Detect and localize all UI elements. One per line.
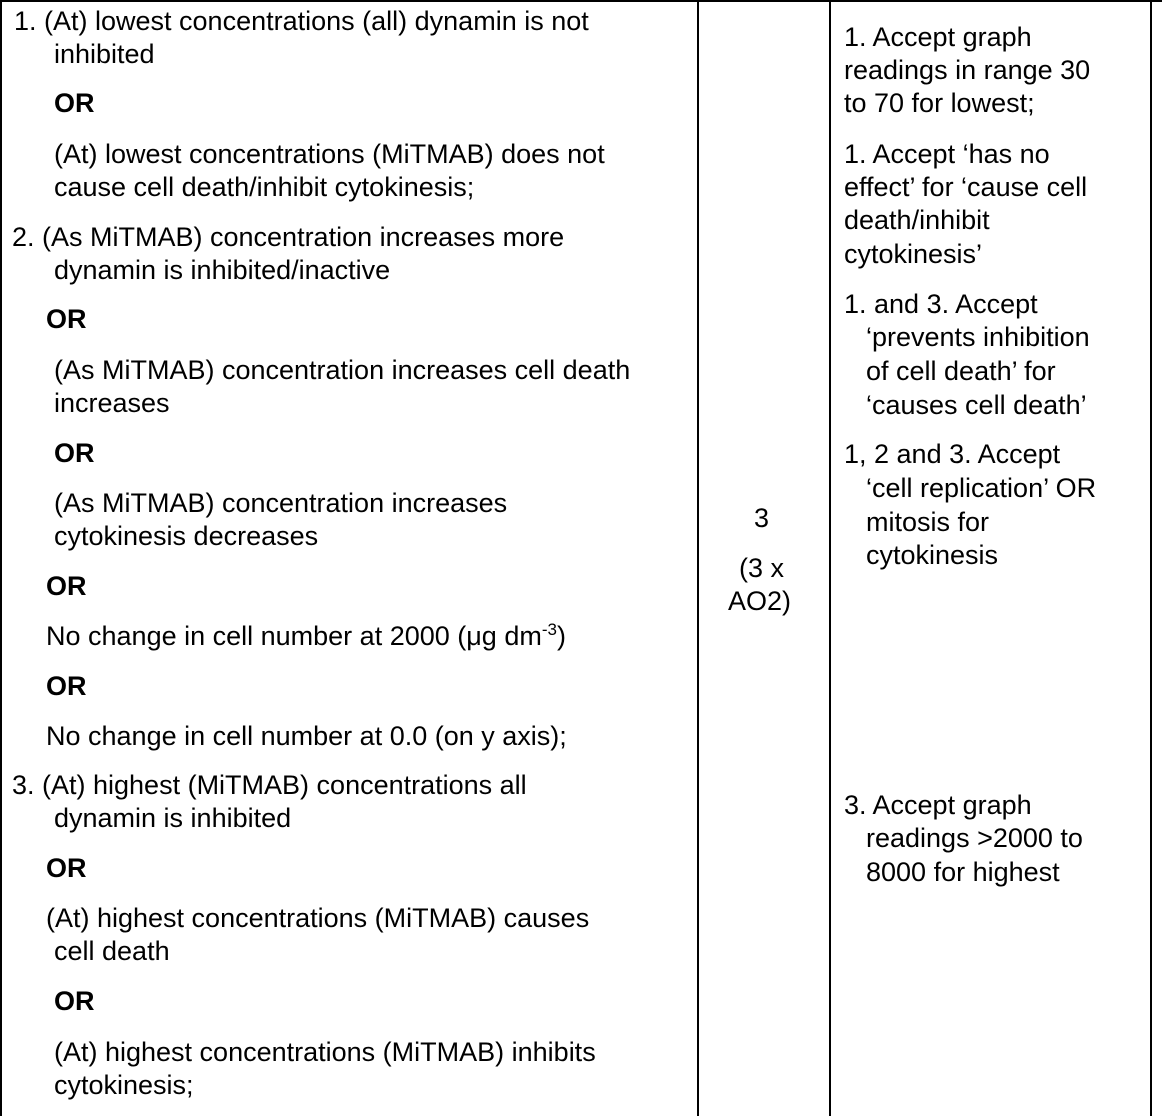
or-label: OR [46, 853, 87, 883]
or-label: OR [46, 671, 87, 701]
answer-point-2b-line-2: increases [54, 388, 170, 418]
answer-point-1b-line-2: cause cell death/inhibit cytokinesis; [54, 172, 475, 202]
table-right-border [1150, 0, 1152, 1116]
or-label: OR [54, 88, 95, 118]
guidance-note-5-line-3: 8000 for highest [866, 857, 1060, 887]
guidance-note-3-line-1: 1. and 3. Accept [844, 289, 1038, 319]
answer-point-2-line-2: dynamin is inhibited/inactive [54, 255, 391, 285]
answer-point-2d-main: No change in cell number at 2000 (μg dm [46, 621, 542, 651]
answer-point-2d-end: ) [556, 621, 566, 651]
guidance-note-4-line-2: ‘cell replication’ OR [866, 473, 1097, 503]
answer-point-2-line-1: 2. (As MiTMAB) concentration increases more [12, 222, 565, 252]
units-exponent: -3 [541, 620, 557, 639]
guidance-note-1-line-3: to 70 for lowest; [844, 88, 1035, 118]
column-divider-1 [697, 0, 699, 1116]
table-left-border [0, 0, 2, 1116]
answer-point-1-line-1: 1. (At) lowest concentrations (all) dynamin is not [14, 6, 589, 36]
guidance-note-2-line-1: 1. Accept ‘has no [844, 139, 1050, 169]
answer-point-3-line-1: 3. (At) highest (MiTMAB) concentrations all [12, 770, 527, 800]
answer-point-2d [46, 619, 566, 653]
guidance-note-1-line-1: 1. Accept graph [844, 22, 1032, 52]
table-top-border [0, 0, 1162, 2]
guidance-note-1-line-2: readings in range 30 [844, 55, 1091, 85]
guidance-note-2-line-3: death/inhibit [844, 205, 990, 235]
guidance-note-4-line-1: 1, 2 and 3. Accept [844, 439, 1061, 469]
answer-point-3b-line-2: cell death [54, 936, 170, 966]
answer-point-3b-line-1: (At) highest concentrations (MiTMAB) causes [46, 903, 590, 933]
answer-point-1b-line-1: (At) lowest concentrations (MiTMAB) does not [54, 139, 605, 169]
answer-point-1-line-2: inhibited [54, 39, 155, 69]
guidance-note-4-line-4: cytokinesis [866, 540, 999, 570]
guidance-note-3-line-4: ‘causes cell death’ [866, 390, 1087, 420]
guidance-note-4-line-3: mitosis for [866, 507, 990, 537]
ao-label-line-1: (3 x [739, 553, 785, 583]
guidance-note-2-line-2: effect’ for ‘cause cell [844, 172, 1088, 202]
or-label: OR [54, 986, 95, 1016]
or-label: OR [46, 304, 87, 334]
answer-point-2c-line-2: cytokinesis decreases [54, 521, 319, 551]
answer-point-3c-line-2: cytokinesis; [54, 1070, 194, 1100]
guidance-note-5-line-1: 3. Accept graph [844, 790, 1032, 820]
answer-point-3c-line-1: (At) highest concentrations (MiTMAB) inhibits [54, 1037, 596, 1067]
guidance-note-3-line-2: ‘prevents inhibition [866, 322, 1090, 352]
answer-point-2e: No change in cell number at 0.0 (on y axis); [46, 721, 567, 751]
marks-value: 3 [754, 503, 770, 533]
answer-point-3-line-2: dynamin is inhibited [54, 803, 292, 833]
guidance-note-5-line-2: readings >2000 to [866, 823, 1083, 853]
or-label: OR [46, 571, 87, 601]
guidance-note-3-line-3: of cell death’ for [866, 356, 1056, 386]
ao-label-line-2: AO2) [728, 586, 792, 616]
answer-point-2b-line-1: (As MiTMAB) concentration increases cell death [54, 355, 631, 385]
or-label: OR [54, 438, 95, 468]
guidance-note-2-line-4: cytokinesis’ [844, 239, 983, 269]
answer-point-2c-line-1: (As MiTMAB) concentration increases [54, 488, 508, 518]
column-divider-2 [829, 0, 831, 1116]
